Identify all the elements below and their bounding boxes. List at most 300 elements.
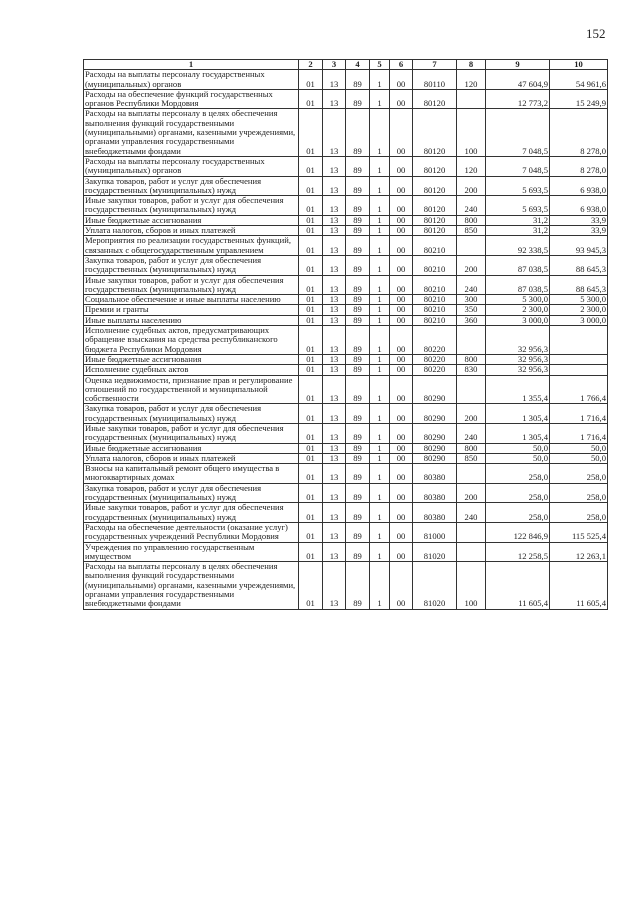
table-row <box>84 542 608 562</box>
row-value-cell: 1 <box>370 483 390 503</box>
row-value-cell <box>457 542 486 562</box>
row-value-cell: 00 <box>390 215 413 225</box>
row-value-cell: 89 <box>346 70 370 90</box>
row-value-cell <box>457 236 486 256</box>
row-value-cell: 13 <box>323 196 346 216</box>
column-header: 2 <box>299 60 323 70</box>
row-value-cell: 01 <box>299 275 323 295</box>
row-value-cell: 01 <box>299 295 323 305</box>
row-value-cell: 200 <box>457 255 486 275</box>
row-name-cell: Расходы на выплаты персоналу в целях обеспечения выполнения функций государственными (муниципальными) органами, казенными учреждениями, органами управления государственными внебюджетными фондами <box>84 562 299 609</box>
row-name-cell: Учреждения по управлению государственным имуществом <box>84 542 299 562</box>
row-value-cell: 89 <box>346 215 370 225</box>
row-value-cell: 12 773,2 <box>486 89 550 109</box>
row-value-cell: 01 <box>299 109 323 156</box>
row-value-cell: 1 <box>370 226 390 236</box>
row-value-cell: 00 <box>390 176 413 196</box>
row-value-cell: 360 <box>457 315 486 325</box>
row-value-cell: 89 <box>346 365 370 375</box>
row-value-cell: 01 <box>299 255 323 275</box>
row-value-cell: 31,2 <box>486 226 550 236</box>
table-row <box>84 464 608 484</box>
row-value-cell: 80120 <box>413 156 457 176</box>
row-value-cell: 00 <box>390 562 413 609</box>
column-header: 1 <box>84 60 299 70</box>
row-value-cell: 80290 <box>413 453 457 463</box>
column-header: 3 <box>323 60 346 70</box>
row-value-cell: 89 <box>346 89 370 109</box>
table-row <box>84 176 608 196</box>
table-row <box>84 255 608 275</box>
row-value-cell: 11 605,4 <box>550 562 608 609</box>
row-value-cell: 89 <box>346 236 370 256</box>
row-value-cell: 80210 <box>413 236 457 256</box>
row-value-cell: 8 278,0 <box>550 156 608 176</box>
row-value-cell: 120 <box>457 70 486 90</box>
row-name-cell: Иные бюджетные ассигнования <box>84 443 299 453</box>
row-value-cell: 33,9 <box>550 226 608 236</box>
row-value-cell: 47 604,9 <box>486 70 550 90</box>
row-name-cell: Закупка товаров, работ и услуг для обеспечения государственных (муниципальных) нужд <box>84 404 299 424</box>
row-value-cell: 01 <box>299 542 323 562</box>
table-row <box>84 315 608 325</box>
row-name-cell: Закупка товаров, работ и услуг для обеспечения государственных (муниципальных) нужд <box>84 176 299 196</box>
row-value-cell: 13 <box>323 404 346 424</box>
row-value-cell: 1 <box>370 542 390 562</box>
row-value-cell: 89 <box>346 275 370 295</box>
row-value-cell <box>457 522 486 542</box>
column-header: 5 <box>370 60 390 70</box>
row-value-cell: 88 645,3 <box>550 275 608 295</box>
table-row <box>84 453 608 463</box>
table-row <box>84 156 608 176</box>
row-value-cell: 80120 <box>413 109 457 156</box>
row-value-cell: 13 <box>323 443 346 453</box>
row-value-cell: 240 <box>457 423 486 443</box>
row-value-cell: 258,0 <box>486 483 550 503</box>
row-name-cell: Уплата налогов, сборов и иных платежей <box>84 226 299 236</box>
row-value-cell: 00 <box>390 305 413 315</box>
row-value-cell: 01 <box>299 156 323 176</box>
row-value-cell: 93 945,3 <box>550 236 608 256</box>
row-value-cell: 5 300,0 <box>486 295 550 305</box>
row-value-cell: 13 <box>323 562 346 609</box>
table-row <box>84 89 608 109</box>
row-value-cell: 01 <box>299 423 323 443</box>
row-value-cell: 13 <box>323 176 346 196</box>
row-value-cell: 01 <box>299 453 323 463</box>
row-name-cell: Социальное обеспечение и иные выплаты населению <box>84 295 299 305</box>
row-value-cell: 00 <box>390 423 413 443</box>
row-name-cell: Расходы на выплаты персоналу государственных (муниципальных) органов <box>84 156 299 176</box>
row-value-cell: 1 <box>370 275 390 295</box>
row-value-cell: 13 <box>323 305 346 315</box>
row-name-cell: Взносы на капитальный ремонт общего имущества в многоквартирных домах <box>84 464 299 484</box>
row-value-cell: 1 <box>370 522 390 542</box>
row-value-cell <box>550 354 608 364</box>
row-value-cell: 13 <box>323 354 346 364</box>
row-value-cell: 89 <box>346 522 370 542</box>
row-value-cell: 13 <box>323 464 346 484</box>
row-name-cell: Уплата налогов, сборов и иных платежей <box>84 453 299 463</box>
row-value-cell: 1 <box>370 453 390 463</box>
row-value-cell: 33,9 <box>550 215 608 225</box>
table-row <box>84 354 608 364</box>
table-row <box>84 70 608 90</box>
row-value-cell: 00 <box>390 365 413 375</box>
row-value-cell: 00 <box>390 315 413 325</box>
row-value-cell: 89 <box>346 483 370 503</box>
row-value-cell: 80380 <box>413 483 457 503</box>
row-value-cell: 122 846,9 <box>486 522 550 542</box>
row-value-cell: 120 <box>457 156 486 176</box>
row-value-cell: 13 <box>323 275 346 295</box>
row-value-cell: 1 716,4 <box>550 423 608 443</box>
row-value-cell: 89 <box>346 176 370 196</box>
row-value-cell: 00 <box>390 196 413 216</box>
row-value-cell: 89 <box>346 315 370 325</box>
row-value-cell: 200 <box>457 404 486 424</box>
row-value-cell: 1 <box>370 305 390 315</box>
row-value-cell: 200 <box>457 176 486 196</box>
row-value-cell: 80220 <box>413 365 457 375</box>
row-value-cell: 01 <box>299 443 323 453</box>
row-value-cell: 258,0 <box>486 464 550 484</box>
row-value-cell: 00 <box>390 522 413 542</box>
row-value-cell: 00 <box>390 464 413 484</box>
row-value-cell: 100 <box>457 562 486 609</box>
row-value-cell: 1 <box>370 404 390 424</box>
row-value-cell: 89 <box>346 255 370 275</box>
row-value-cell: 89 <box>346 464 370 484</box>
row-value-cell: 13 <box>323 326 346 355</box>
row-value-cell: 800 <box>457 354 486 364</box>
row-value-cell: 80290 <box>413 423 457 443</box>
row-value-cell: 258,0 <box>550 503 608 523</box>
row-value-cell: 1 716,4 <box>550 404 608 424</box>
table-row <box>84 365 608 375</box>
row-name-cell: Иные закупки товаров, работ и услуг для обеспечения государственных (муниципальных) нужд <box>84 196 299 216</box>
row-value-cell: 13 <box>323 109 346 156</box>
row-value-cell: 80220 <box>413 326 457 355</box>
row-value-cell: 5 300,0 <box>550 295 608 305</box>
row-value-cell <box>457 464 486 484</box>
row-name-cell: Расходы на выплаты персоналу государственных (муниципальных) органов <box>84 70 299 90</box>
row-value-cell: 50,0 <box>486 453 550 463</box>
row-value-cell: 81020 <box>413 562 457 609</box>
row-value-cell: 01 <box>299 522 323 542</box>
row-name-cell: Расходы на выплаты персоналу в целях обеспечения выполнения функций государственными (муниципальными) органами, казенными учреждениями, органами управления государственными внебюджетными фондами <box>84 109 299 156</box>
row-value-cell: 89 <box>346 443 370 453</box>
row-name-cell: Расходы на обеспечение функций государственных органов Республики Мордовия <box>84 89 299 109</box>
row-value-cell: 81000 <box>413 522 457 542</box>
row-value-cell: 800 <box>457 443 486 453</box>
row-value-cell: 13 <box>323 365 346 375</box>
row-value-cell: 00 <box>390 226 413 236</box>
row-value-cell <box>550 365 608 375</box>
row-value-cell: 240 <box>457 503 486 523</box>
row-value-cell: 5 693,5 <box>486 176 550 196</box>
column-header: 7 <box>413 60 457 70</box>
row-value-cell: 1 766,4 <box>550 375 608 404</box>
row-value-cell: 00 <box>390 453 413 463</box>
row-value-cell: 1 <box>370 215 390 225</box>
table-body <box>84 70 608 609</box>
row-value-cell: 01 <box>299 562 323 609</box>
row-value-cell <box>550 326 608 355</box>
table-row <box>84 443 608 453</box>
row-value-cell: 80110 <box>413 70 457 90</box>
row-value-cell: 258,0 <box>550 464 608 484</box>
row-name-cell: Исполнение судебных актов <box>84 365 299 375</box>
row-value-cell: 240 <box>457 196 486 216</box>
table-row <box>84 305 608 315</box>
row-value-cell: 89 <box>346 375 370 404</box>
row-value-cell: 1 <box>370 109 390 156</box>
row-value-cell: 1 <box>370 375 390 404</box>
row-value-cell: 830 <box>457 365 486 375</box>
table-row <box>84 562 608 609</box>
row-value-cell: 80380 <box>413 464 457 484</box>
row-value-cell: 01 <box>299 354 323 364</box>
row-value-cell: 01 <box>299 236 323 256</box>
row-value-cell: 1 355,4 <box>486 375 550 404</box>
row-value-cell: 1 <box>370 89 390 109</box>
row-value-cell: 13 <box>323 315 346 325</box>
table-row <box>84 215 608 225</box>
row-value-cell: 80120 <box>413 226 457 236</box>
page-number: 152 <box>586 26 606 41</box>
row-value-cell: 89 <box>346 196 370 216</box>
row-value-cell: 89 <box>346 295 370 305</box>
row-value-cell: 13 <box>323 295 346 305</box>
row-value-cell: 01 <box>299 326 323 355</box>
row-value-cell: 258,0 <box>550 483 608 503</box>
column-header: 10 <box>550 60 608 70</box>
row-value-cell: 200 <box>457 483 486 503</box>
row-value-cell: 13 <box>323 483 346 503</box>
row-name-cell: Иные закупки товаров, работ и услуг для обеспечения государственных (муниципальных) нужд <box>84 503 299 523</box>
row-value-cell: 1 <box>370 196 390 216</box>
row-value-cell: 87 038,5 <box>486 255 550 275</box>
row-value-cell: 31,2 <box>486 215 550 225</box>
row-value-cell: 00 <box>390 326 413 355</box>
row-value-cell: 01 <box>299 70 323 90</box>
row-value-cell <box>457 326 486 355</box>
table-row <box>84 109 608 156</box>
row-value-cell <box>457 375 486 404</box>
row-value-cell: 01 <box>299 483 323 503</box>
row-value-cell: 80290 <box>413 375 457 404</box>
column-header: 6 <box>390 60 413 70</box>
row-value-cell: 01 <box>299 464 323 484</box>
row-name-cell: Оценка недвижимости, признание прав и регулирование отношений по государственной и муниципальной собственности <box>84 375 299 404</box>
row-value-cell: 89 <box>346 423 370 443</box>
row-name-cell: Иные бюджетные ассигнования <box>84 354 299 364</box>
row-value-cell: 01 <box>299 365 323 375</box>
row-value-cell: 89 <box>346 404 370 424</box>
row-value-cell: 1 <box>370 503 390 523</box>
row-value-cell: 01 <box>299 503 323 523</box>
row-value-cell: 00 <box>390 375 413 404</box>
row-value-cell: 87 038,5 <box>486 275 550 295</box>
row-value-cell: 80210 <box>413 255 457 275</box>
row-name-cell: Иные выплаты населению <box>84 315 299 325</box>
row-value-cell: 13 <box>323 542 346 562</box>
row-value-cell <box>457 89 486 109</box>
table-row <box>84 275 608 295</box>
row-name-cell: Премии и гранты <box>84 305 299 315</box>
row-value-cell: 80120 <box>413 176 457 196</box>
row-value-cell: 1 <box>370 423 390 443</box>
row-name-cell: Мероприятия по реализации государственных функций, связанных с общегосударственным управлением <box>84 236 299 256</box>
row-value-cell: 1 <box>370 315 390 325</box>
row-value-cell: 13 <box>323 89 346 109</box>
row-value-cell: 12 263,1 <box>550 542 608 562</box>
row-value-cell: 00 <box>390 89 413 109</box>
row-value-cell: 1 <box>370 443 390 453</box>
row-value-cell: 01 <box>299 176 323 196</box>
row-value-cell: 00 <box>390 354 413 364</box>
row-value-cell: 1 <box>370 176 390 196</box>
row-value-cell: 89 <box>346 542 370 562</box>
row-value-cell: 80210 <box>413 315 457 325</box>
row-value-cell: 00 <box>390 404 413 424</box>
row-value-cell: 258,0 <box>486 503 550 523</box>
row-value-cell: 7 048,5 <box>486 156 550 176</box>
row-value-cell: 00 <box>390 109 413 156</box>
row-value-cell: 00 <box>390 236 413 256</box>
row-value-cell: 89 <box>346 354 370 364</box>
row-name-cell: Закупка товаров, работ и услуг для обеспечения государственных (муниципальных) нужд <box>84 255 299 275</box>
table-row <box>84 483 608 503</box>
row-value-cell: 5 693,5 <box>486 196 550 216</box>
row-value-cell: 00 <box>390 503 413 523</box>
row-value-cell: 92 338,5 <box>486 236 550 256</box>
row-value-cell: 32 956,3 <box>486 354 550 364</box>
budget-table <box>83 59 608 610</box>
row-value-cell: 01 <box>299 226 323 236</box>
row-value-cell: 50,0 <box>550 443 608 453</box>
row-value-cell: 2 300,0 <box>486 305 550 315</box>
row-value-cell: 00 <box>390 70 413 90</box>
row-value-cell: 850 <box>457 453 486 463</box>
row-value-cell: 01 <box>299 196 323 216</box>
row-value-cell: 01 <box>299 375 323 404</box>
row-value-cell: 89 <box>346 305 370 315</box>
row-value-cell: 01 <box>299 305 323 315</box>
header-row <box>84 60 608 70</box>
table-row <box>84 522 608 542</box>
row-value-cell: 89 <box>346 326 370 355</box>
row-value-cell: 13 <box>323 215 346 225</box>
row-name-cell: Исполнение судебных актов, предусматривающих обращение взыскания на средства республиканского бюджета Республики Мордовия <box>84 326 299 355</box>
row-value-cell: 89 <box>346 109 370 156</box>
row-value-cell: 11 605,4 <box>486 562 550 609</box>
row-value-cell: 3 000,0 <box>550 315 608 325</box>
row-value-cell: 2 300,0 <box>550 305 608 315</box>
row-value-cell: 80210 <box>413 295 457 305</box>
row-value-cell: 100 <box>457 109 486 156</box>
row-value-cell: 80120 <box>413 89 457 109</box>
row-value-cell: 00 <box>390 443 413 453</box>
column-header: 4 <box>346 60 370 70</box>
row-value-cell: 300 <box>457 295 486 305</box>
table-row <box>84 326 608 355</box>
row-value-cell: 50,0 <box>486 443 550 453</box>
row-value-cell: 32 956,3 <box>486 365 550 375</box>
row-value-cell: 13 <box>323 375 346 404</box>
row-value-cell: 8 278,0 <box>550 109 608 156</box>
row-value-cell: 89 <box>346 226 370 236</box>
row-value-cell: 01 <box>299 215 323 225</box>
row-name-cell: Иные закупки товаров, работ и услуг для обеспечения государственных (муниципальных) нужд <box>84 275 299 295</box>
row-value-cell: 1 <box>370 326 390 355</box>
row-value-cell: 1 <box>370 236 390 256</box>
table-row <box>84 503 608 523</box>
row-value-cell: 00 <box>390 156 413 176</box>
row-value-cell: 13 <box>323 156 346 176</box>
table-row <box>84 226 608 236</box>
row-value-cell: 80290 <box>413 404 457 424</box>
row-value-cell: 1 <box>370 255 390 275</box>
row-value-cell: 01 <box>299 315 323 325</box>
row-value-cell: 80120 <box>413 196 457 216</box>
row-value-cell: 80210 <box>413 275 457 295</box>
row-value-cell: 54 961,6 <box>550 70 608 90</box>
row-value-cell: 89 <box>346 503 370 523</box>
row-value-cell: 6 938,0 <box>550 176 608 196</box>
row-value-cell: 3 000,0 <box>486 315 550 325</box>
row-value-cell: 81020 <box>413 542 457 562</box>
table-row <box>84 375 608 404</box>
row-value-cell: 00 <box>390 542 413 562</box>
row-value-cell: 115 525,4 <box>550 522 608 542</box>
row-value-cell: 1 <box>370 365 390 375</box>
row-value-cell: 01 <box>299 89 323 109</box>
row-name-cell: Расходы на обеспечение деятельности (оказание услуг) государственных учреждений Республики Мордовия <box>84 522 299 542</box>
row-value-cell: 15 249,9 <box>550 89 608 109</box>
row-value-cell: 89 <box>346 453 370 463</box>
row-value-cell: 1 <box>370 156 390 176</box>
row-value-cell: 13 <box>323 503 346 523</box>
row-value-cell: 80220 <box>413 354 457 364</box>
row-value-cell: 13 <box>323 423 346 443</box>
row-value-cell: 240 <box>457 275 486 295</box>
row-value-cell: 89 <box>346 562 370 609</box>
row-value-cell: 50,0 <box>550 453 608 463</box>
row-value-cell: 1 <box>370 354 390 364</box>
row-value-cell: 00 <box>390 275 413 295</box>
row-name-cell: Иные бюджетные ассигнования <box>84 215 299 225</box>
row-value-cell: 6 938,0 <box>550 196 608 216</box>
row-value-cell: 13 <box>323 255 346 275</box>
row-value-cell: 800 <box>457 215 486 225</box>
row-value-cell: 89 <box>346 156 370 176</box>
row-value-cell: 1 <box>370 464 390 484</box>
table-row <box>84 196 608 216</box>
row-value-cell: 1 305,4 <box>486 404 550 424</box>
row-name-cell: Закупка товаров, работ и услуг для обеспечения государственных (муниципальных) нужд <box>84 483 299 503</box>
row-value-cell: 88 645,3 <box>550 255 608 275</box>
row-value-cell: 13 <box>323 70 346 90</box>
row-value-cell: 13 <box>323 236 346 256</box>
row-value-cell: 01 <box>299 404 323 424</box>
row-value-cell: 13 <box>323 522 346 542</box>
row-value-cell: 12 258,5 <box>486 542 550 562</box>
row-value-cell: 13 <box>323 226 346 236</box>
row-value-cell: 00 <box>390 255 413 275</box>
